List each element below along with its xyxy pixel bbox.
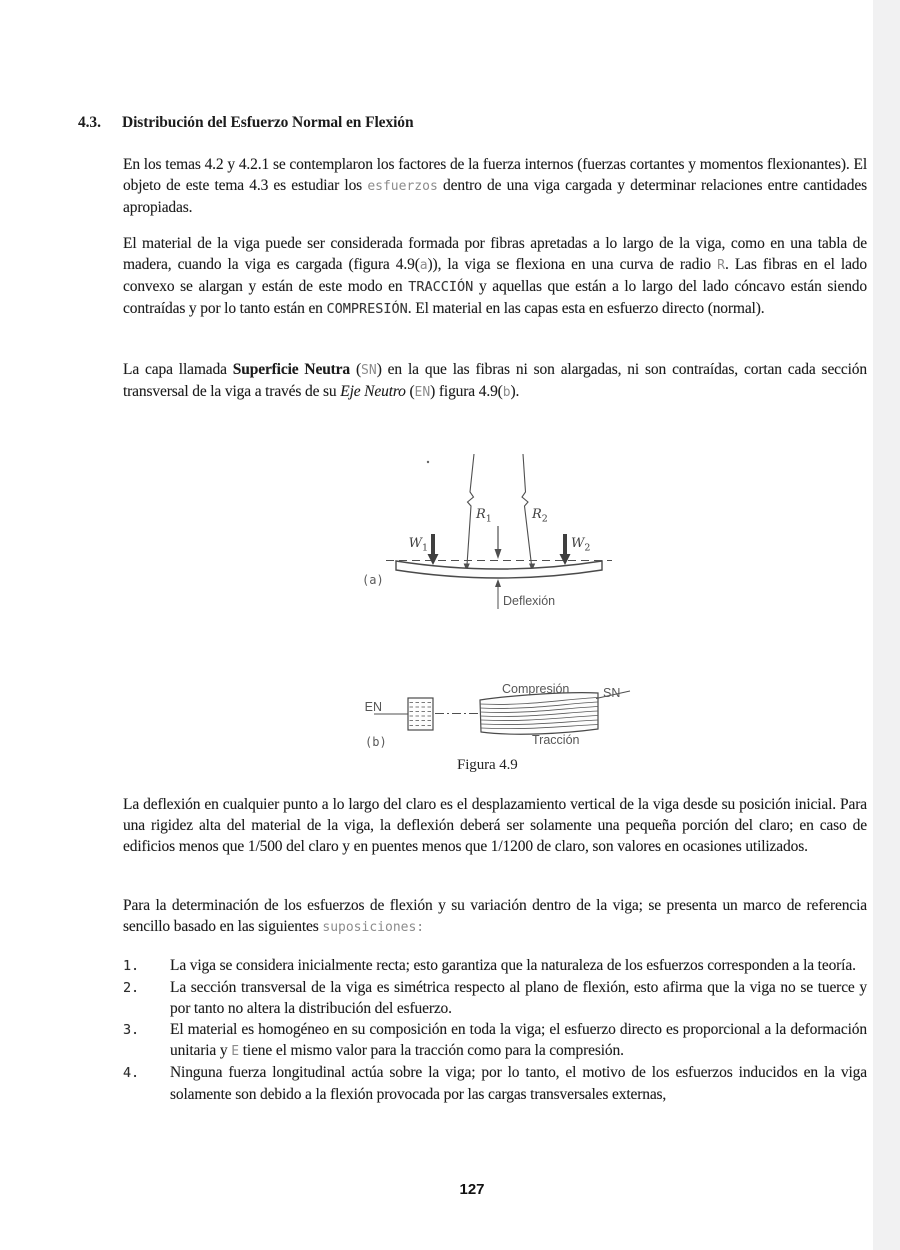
paragraph-deflection: La deflexión en cualquier punto a lo largo del claro es el desplazamiento vertical de la viga desde su posición inicial. Para una rigidez alta del material de la viga, la deflexión deberá ser solamente una pequeña porción del claro; en caso de edificios menos que 1/500 del claro y en puentes menos que 1/1200 de claro, son valores en ocasiones utilizados.: [123, 796, 867, 856]
list-item-number: 4.: [123, 1065, 139, 1082]
figure-caption: Figura 4.9: [457, 757, 518, 773]
page-number: 127: [459, 1181, 485, 1198]
paragraph-fibers: El material de la viga puede ser considerada formada por fibras apretadas a lo largo de la viga, como en una tabla de madera, cuando la viga es cargada (figura 4.9(a)), la viga se flexiona en una curva de radio R. Las fibras en el lado convexo se alargan y están de este modo en TRACCIÓN y aquellas que están a lo largo del lado cóncavo están siendo contraídas y por lo tanto están en COMPRESIÓN. El material en las capas esta en esfuerzo directo (normal).: [123, 235, 867, 318]
figure-4-9-diagram: [340, 448, 660, 758]
paragraph-neutral-surface: La capa llamada Superficie Neutra (SN) en la que las fibras ni son alargadas, ni son contraídas, cortan cada sección transversal de la viga a través de su Eje Neutro (EN) figura 4.9(b).: [123, 361, 867, 401]
list-item-text: La sección transversal de la viga es simétrica respecto al plano de flexión, esto afirma que la viga no se tuerce y por tanto no altera la distribución del esfuerzo.: [170, 979, 867, 1018]
list-item-number: 2.: [123, 980, 139, 997]
section-number: 4.3.: [78, 114, 101, 131]
center-arrowhead: [495, 549, 502, 559]
radius-r2-label: $R_2$: [532, 507, 548, 525]
list-item-text: La viga se considera inicialmente recta; esto garantiza que la naturaleza de los esfuerzos corresponden a la teoría.: [170, 957, 856, 974]
load-w2-label: $W_2$: [571, 536, 591, 554]
section-heading: [78, 112, 413, 134]
list-item-number: 1.: [123, 958, 139, 974]
panel-b-label: (b): [365, 735, 387, 749]
paragraph-intro: En los temas 4.2 y 4.2.1 se contemplaron los factores de la fuerza internos (fuerzas cortantes y momentos flexionantes). El objeto de este tema 4.3 es estudiar los esfuerzos dentro de una viga cargada y determinar relaciones entre cantidades apropiadas.: [123, 156, 867, 217]
radius-r1-label: $R_1$: [476, 507, 492, 525]
neutral-surface-label: SN: [603, 686, 621, 700]
traction-label: Tracción: [532, 733, 580, 747]
list-item-number: 3.: [123, 1022, 139, 1039]
load-w2-arrowhead: [560, 554, 571, 565]
panel-a-label: (a): [362, 573, 384, 587]
assumptions-list: [123, 955, 867, 1105]
cross-section-panel: [365, 682, 630, 749]
list-item: [123, 1062, 867, 1104]
deflection-label: Deflexión: [503, 594, 556, 608]
load-w1-label: $W_1$: [408, 536, 428, 554]
list-item: [123, 955, 867, 977]
bent-beam: [396, 561, 602, 578]
neutral-axis-label: EN: [364, 700, 382, 714]
list-item-text: El material es homogéneo en su composición en toda la viga; el esfuerzo directo es proporcional a la deformación unitaria y E tiene el mismo valor para la tracción como para la compresión.: [170, 1021, 867, 1060]
list-item: [123, 1019, 867, 1062]
right-margin-strip: [873, 0, 900, 1250]
stray-mark: [427, 461, 429, 463]
radius-line-r2: [522, 454, 532, 565]
list-item: [123, 977, 867, 1019]
radius-line-r1: [467, 454, 474, 565]
compression-label: Compresión: [502, 682, 570, 696]
paragraph-assumptions-intro: Para la determinación de los esfuerzos de flexión y su variación dentro de la viga; se presenta un marco de referencia sencillo basado en las siguientes suposiciones:: [123, 897, 867, 936]
beam-deflection-panel: [362, 454, 612, 609]
list-item-text: Ninguna fuerza longitudinal actúa sobre la viga; por lo tanto, el motivo de los esfuerzos inducidos en la viga solamente son debido a la flexión provocada por las cargas transversales externas,: [170, 1064, 867, 1103]
load-w1-arrowhead: [428, 554, 439, 565]
section-title: Distribución del Esfuerzo Normal en Flexión: [122, 114, 414, 131]
